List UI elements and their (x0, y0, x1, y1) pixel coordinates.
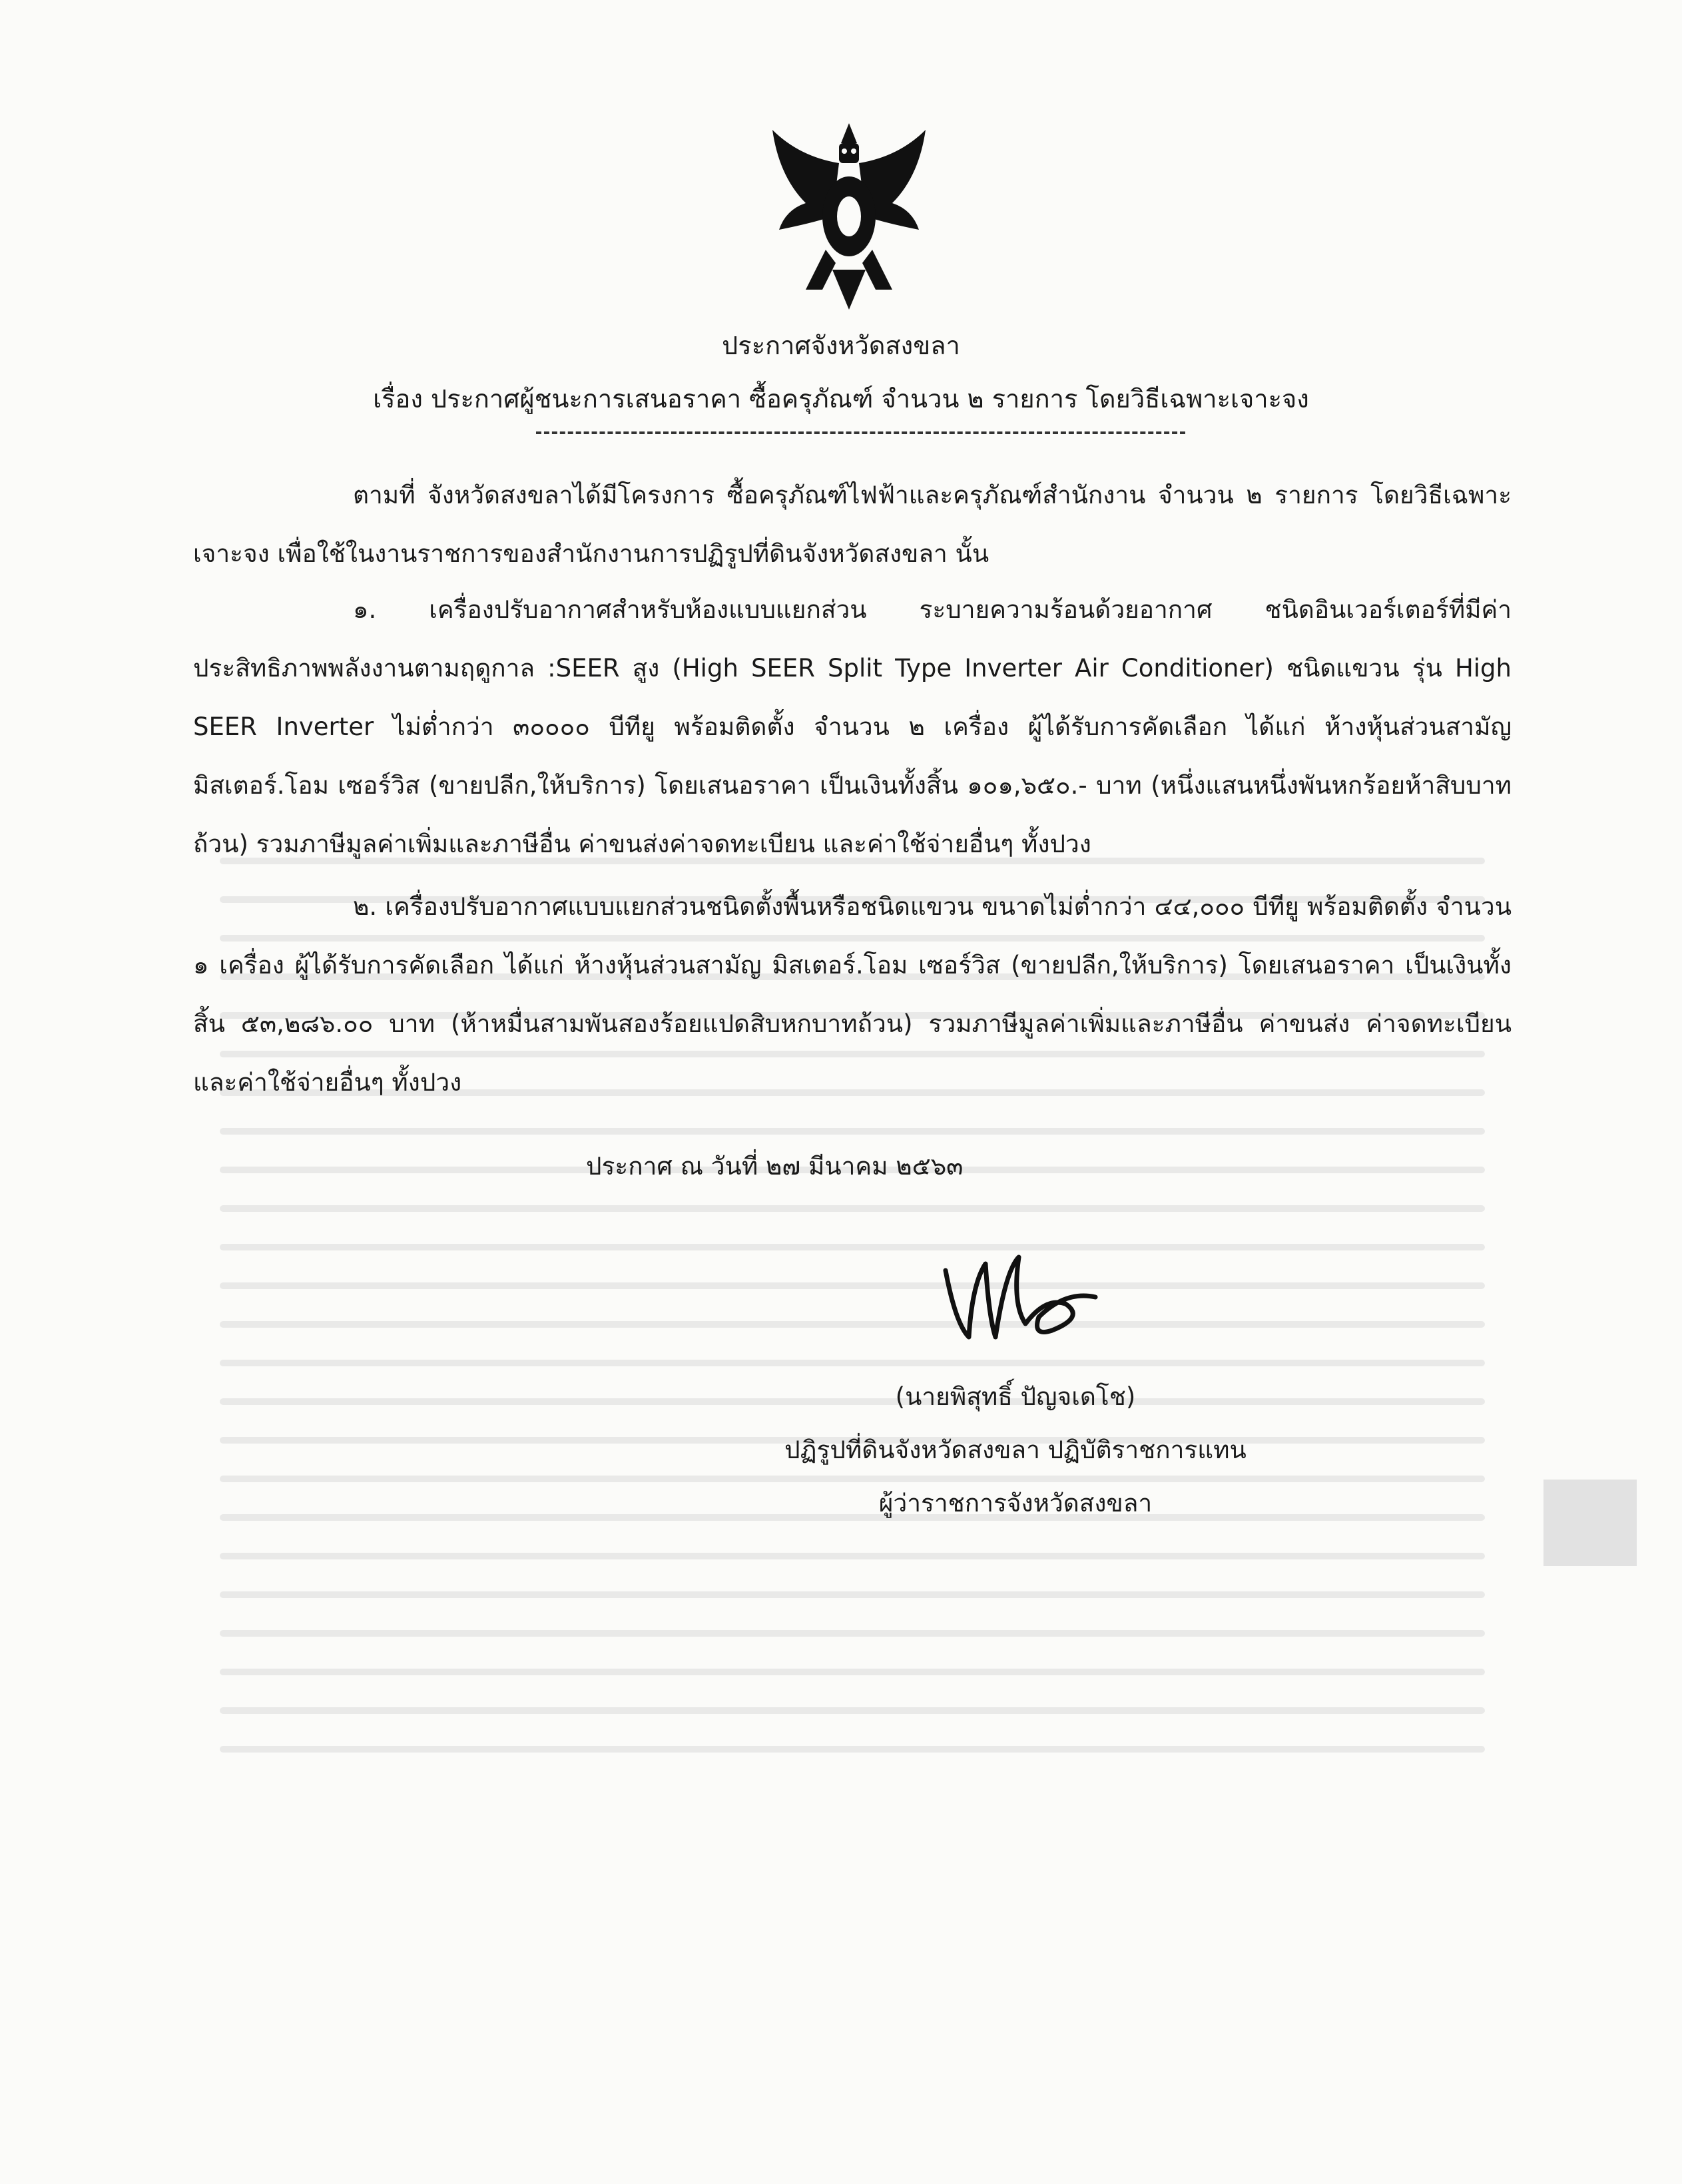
announcement-date: ประกาศ ณ วันที่ ๒๗ มีนาคม ๒๕๖๓ (586, 1152, 964, 1181)
signatory-position: ปฏิรูปที่ดินจังหวัดสงขลา ปฏิบัติราชการแทน (784, 1436, 1247, 1464)
scan-artifact (1543, 1480, 1637, 1566)
garuda-emblem-icon (759, 117, 939, 316)
handwritten-signature-icon (932, 1244, 1105, 1350)
dashed-divider (536, 431, 1185, 434)
item-2-paragraph (193, 878, 1512, 1112)
intro-paragraph (193, 466, 1512, 583)
announcement-title: ประกาศจังหวัดสงขลา (722, 331, 960, 360)
intro-text: ตามที่ จังหวัดสงขลาได้มีโครงการ ซื้อครุภัณฑ์ไฟฟ้าและครุภัณฑ์สำนักงาน จำนวน ๒ รายการ โดยวิธีเฉพาะเจาะจง เพื่อใช้ในงานราชการของสำนักงานการปฏิรูปที่ดินจังหวัดสงขลา นั้น (193, 481, 1512, 568)
signatory-name: (นายพิสุทธิ์ ปัญจเดโช) (895, 1382, 1136, 1411)
item-1-paragraph (193, 581, 1512, 874)
announcement-subject: เรื่อง ประกาศผู้ชนะการเสนอราคา ซื้อครุภัณฑ์ จำนวน ๒ รายการ โดยวิธีเฉพาะเจาะจง (373, 384, 1309, 413)
signatory-acting-for: ผู้ว่าราชการจังหวัดสงขลา (878, 1489, 1153, 1517)
item-1-text: ๑. เครื่องปรับอากาศสำหรับห้องแบบแยกส่วน ระบายความร้อนด้วยอากาศ ชนิดอินเวอร์เตอร์ที่มีค่าประสิทธิภาพพลังงานตามฤดูกาล :SEER สูง (High SEER Split Type Inverter Air Conditioner) ชนิดแขวน รุ่น High SEER Inverter ไม่ต่ำกว่า ๓๐๐๐๐ บีทียู พร้อมติดตั้ง จำนวน ๒ เครื่อง ผู้ได้รับการคัดเลือก ได้แก่ ห้างหุ้นส่วนสามัญ มิสเตอร์.โอม เซอร์วิส (ขายปลีก,ให้บริการ) โดยเสนอราคา เป็นเงินทั้งสิ้น ๑๐๑,๖๕๐.- บาท (หนึ่งแสนหนึ่งพันหกร้อยห้าสิบบาทถ้วน) รวมภาษีมูลค่าเพิ่มและภาษีอื่น ค่าขนส่งค่าจดทะเบียน และค่าใช้จ่ายอื่นๆ ทั้งปวง (193, 595, 1512, 858)
item-2-text: ๒. เครื่องปรับอากาศแบบแยกส่วนชนิดตั้งพื้นหรือชนิดแขวน ขนาดไม่ต่ำกว่า ๔๔,๐๐๐ บีทียู พร้อมติดตั้ง จำนวน ๑ เครื่อง ผู้ได้รับการคัดเลือก ได้แก่ ห้างหุ้นส่วนสามัญ มิสเตอร์.โอม เซอร์วิส (ขายปลีก,ให้บริการ) โดยเสนอราคา เป็นเงินทั้งสิ้น ๕๓,๒๘๖.๐๐ บาท (ห้าหมื่นสามพันสองร้อยแปดสิบหกบาทถ้วน) รวมภาษีมูลค่าเพิ่มและภาษีอื่น ค่าขนส่ง ค่าจดทะเบียน และค่าใช้จ่ายอื่นๆ ทั้งปวง (193, 892, 1512, 1097)
